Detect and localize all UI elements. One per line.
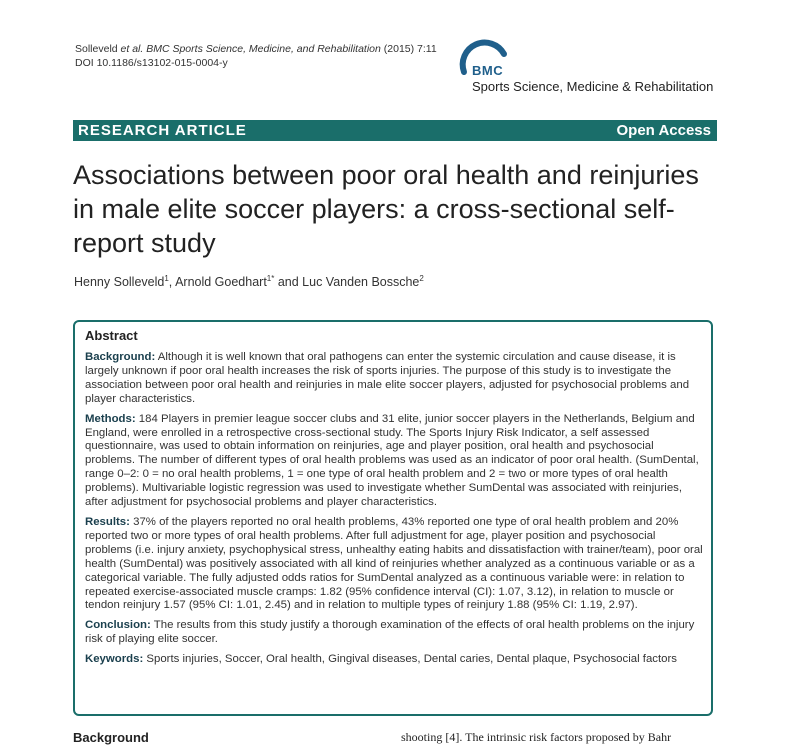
abstract-background: Background: Although it is well known that oral pathogens can enter the systemic circulation and cause disease, it is largely unknown if poor oral health increases the risk of sports injuries. The purpose of this study is to investigate the association between poor oral health and reinjuries in male elite soccer players, adjusted for psychosocial problems and player characteristics.: [85, 351, 690, 405]
author-name: Luc Vanden Bossche: [302, 275, 420, 290]
abstract-conclusion: Conclusion: The results from this study justify a thorough examination of the effects of oral health problems on the injury risk of playing elite soccer.: [85, 619, 695, 646]
abstract-heading: Abstract: [85, 328, 138, 343]
author-name: Henny Solleveld: [74, 275, 165, 290]
abstract-keywords: Keywords: Sports injuries, Soccer, Oral health, Gingival diseases, Dental caries, Dental plaque, Psychosocial factors: [85, 653, 677, 666]
journal-name-italic: BMC Sports Science, Medicine, and Rehabilitation: [146, 43, 381, 55]
abstract-methods: Methods: 184 Players in premier league soccer clubs and 31 elite, junior soccer players in the Netherlands, Belgium and England, were enrolled in a retrospective cross-sectional study. The Sports Injury Risk Indicator, a self assessed questionnaire, was used to obtain information on reinjuries, age and player position, oral health and psychosocial problems. The number of different types of oral health problems was used as an indicator of poor oral health. (SumDental, range 0–2: 0 = no oral health problems, 1 = one type of oral health problem and 2 = two or more types of oral health problems). Multivariable logistic regression was used to investigate whether SumDental was associated with reinjuries, after adjustment for psychosocial problems and player characteristics.: [85, 412, 699, 509]
bmc-publisher: BMC: [472, 63, 504, 78]
doi-line: DOI 10.1186/s13102-015-0004-y: [75, 57, 228, 69]
bmc-logo: [432, 36, 732, 106]
article-title: Associations between poor oral health and reinjuries in male elite soccer players: a cross-sectional self-report study: [73, 160, 699, 258]
section-heading-background: Background: [73, 730, 149, 745]
author-name: Arnold Goedhart: [175, 275, 267, 290]
abstract-results: Results: 37% of the players reported no oral health problems, 43% reported one type of oral health problem and 20% reported two or more types of oral health problems. After full adjustment for age, player position and psychosocial problems (i.e. injury anxiety, psychophysical stress, unhealthy eating habits and dissatisfaction with trainer/team), poor oral health (SumDental) was positively associated with all kind of reinjuries whether analyzed as a continuous variable or as a categorical variable. The fully adjusted odds ratios for SumDental analyzed as a continuous variable were: in relation to repeated exercise-associated muscle cramps: 1.82 (95% confidence interval (CI): 1.07, 3.12), in relation to muscle or tendon reinjury 1.57 (95% CI: 1.01, 2.45) and in relation to multiple types of reinjury 1.88 (95% CI: 1.19, 2.97).: [85, 515, 703, 612]
open-access-label: Open Access: [616, 122, 711, 139]
citation-line: Solleveld et al. BMC Sports Science, Medicine, and Rehabilitation (2015) 7:11: [75, 43, 437, 55]
bmc-journal-name: Sports Science, Medicine & Rehabilitation: [472, 79, 714, 94]
abstract-box: [73, 320, 713, 716]
article-type: RESEARCH ARTICLE: [78, 122, 247, 139]
body-text-right-column: shooting [4]. The intrinsic risk factors proposed by Bahr: [401, 730, 672, 744]
citation-header: [75, 42, 437, 70]
author-list: Henny Solleveld$^1$, Arnold Goedhart$^{1*}$ and Luc Vanden Bossche$^2$: [74, 274, 424, 290]
article-type-banner: [73, 120, 717, 141]
